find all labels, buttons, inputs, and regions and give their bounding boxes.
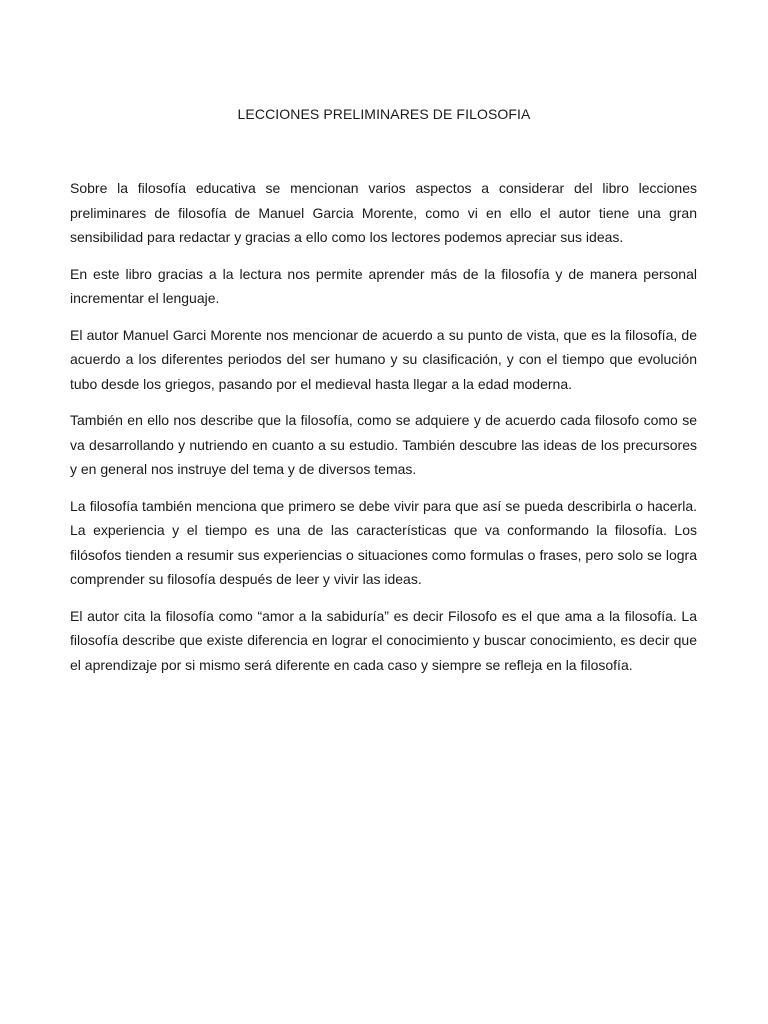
paragraph-5: La filosofía también menciona que primero se debe vivir para que así se pueda describirla o hacerla. La experiencia y el tiempo es una de las características que va conformando la filosofía. Los filósofos tienden a resumir sus experiencias o situaciones como formulas o frases, pero solo se logra comprender su filosofía después de leer y vivir las ideas. bbox=[70, 497, 697, 587]
paragraph-3: El autor Manuel Garci Morente nos mencionar de acuerdo a su punto de vista, que es la filosofía, de acuerdo a los diferentes periodos del ser humano y su clasificación, y con el tiempo que evolución tubo desde los griegos, pasando por el medieval hasta llegar a la edad moderna. bbox=[70, 326, 697, 392]
paragraph-2: En este libro gracias a la lectura nos permite aprender más de la filosofía y de manera personal incrementar el lenguaje. bbox=[70, 265, 697, 306]
document-title: LECCIONES PRELIMINARES DE FILOSOFIA bbox=[237, 106, 531, 122]
paragraph-1: Sobre la filosofía educativa se mencionan varios aspectos a considerar del libro lecciones preliminares de filosofía de Manuel Garcia Morente, como vi en ello el autor tiene una gran sensibilidad para redactar y gracias a ello como los lectores podemos apreciar sus ideas. bbox=[70, 180, 697, 245]
paragraph-6: El autor cita la filosofía como “amor a la sabiduría” es decir Filosofo es el que ama a la filosofía. La filosofía describe que existe diferencia en lograr el conocimiento y buscar conocimiento, es decir que el aprendizaje por si mismo será diferente en cada caso y siempre se refleja en la filosofía. bbox=[70, 607, 697, 673]
document-body bbox=[70, 176, 697, 689]
paragraph-4: También en ello nos describe que la filosofía, como se adquiere y de acuerdo cada filosofo como se va desarrollando y nutriendo en cuanto a su estudio. También descubre las ideas de los precursores y en general nos instruye del tema y de diversos temas. bbox=[70, 412, 697, 477]
